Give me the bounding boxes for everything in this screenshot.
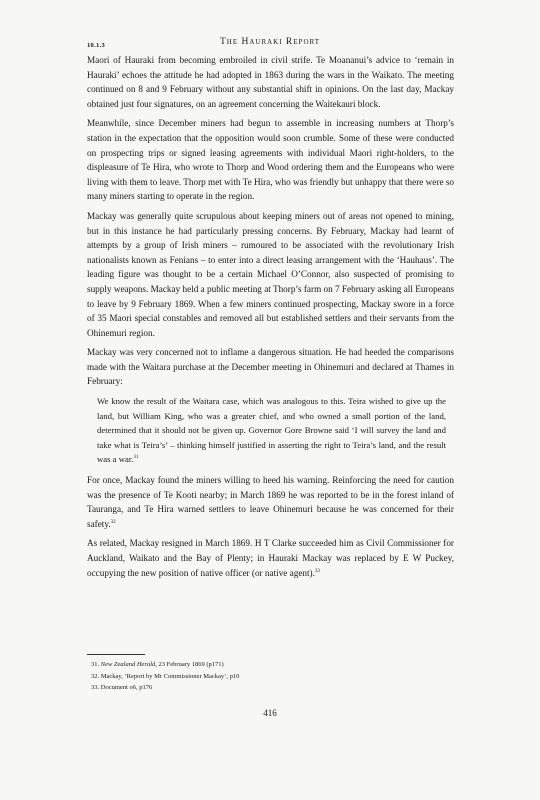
footnote-ref-32: 32 xyxy=(110,519,116,525)
footnote-ref-33: 33 xyxy=(314,568,320,574)
footnotes xyxy=(87,654,454,694)
footnote-31 xyxy=(91,659,454,671)
footnote-text: Mackay, ‘Report by Mr Commissioner Mackay’, p10 xyxy=(100,672,240,680)
footnote-number: 31. xyxy=(91,661,100,668)
footnote-33 xyxy=(91,682,454,694)
body-text xyxy=(87,53,454,585)
paragraph-5-text: For once, Mackay found the miners willing to heed his warning. Reinforcing the need for caution was the presence of Te Kooti nearby; in March 1869 he was reported to be in the forest inland of Tauranga, and Te Hira warned settlers to leave Ohinemuri because he was concerned for their safety. xyxy=(87,475,454,529)
footnote-title: New Zealand Herald xyxy=(100,661,156,668)
page-number: 416 xyxy=(263,708,277,718)
footnote-number: 32. xyxy=(91,672,100,680)
block-quote xyxy=(97,394,446,467)
footnote-32 xyxy=(91,671,454,683)
running-head: The Hauraki Report xyxy=(219,37,321,47)
paragraph-1: Maori of Hauraki from becoming embroiled in civil strife. Te Moananui’s advice to ‘remain in Hauraki’ echoes the attitude he had adopted in 1863 during the wars in the Waikato. The meeting continued on 8 and 9 February without any substantial shift in opinions. On the last day, Mackay obtained just four signatures, on an agreement concerning the Waitekauri block. xyxy=(87,55,454,109)
paragraph-number: 10.1.3 xyxy=(87,42,106,49)
paragraph-6-text: As related, Mackay resigned in March 1869. H T Clarke succeeded him as Civil Commissioner for Auckland, Waikato and the Bay of Plenty; in Hauraki Mackay was replaced by E W Puckey, occupying the new position of native officer (or native agent). xyxy=(87,538,454,578)
paragraph-5 xyxy=(87,473,454,531)
paragraph-2: Meanwhile, since December miners had begun to assemble in increasing numbers at Thorp’s station in the expectation that the opposition would soon crumble. Some of these were conducted on prospecting trips or signed leasing agreements with individual Maori right-holders, to the displeasure of Te Hira, who wrote to Thorp and Wood ordering them and the Europeans who were living with them to leave. Thorp met with Te Hira, who was friendly but unhappy that there were so many miners starting to operate in the region. xyxy=(87,118,454,202)
footnote-text: Document o6, p176 xyxy=(100,684,153,691)
paragraph-6 xyxy=(87,536,454,580)
footnote-ref-31: 31 xyxy=(133,455,139,461)
paragraph-4: Mackay was very concerned not to inflame a dangerous situation. He had heeded the comparisons made with the Waitara purchase at the December meeting in Ohinemuri and declared at Thames in February: xyxy=(87,347,454,387)
footnote-rule xyxy=(87,654,145,655)
block-quote-text: We know the result of the Waitara case, which was analogous to this. Teira wished to give up the land, but William King, who was a greater chief, and who owned a small portion of the land, determined that it should not be given up. Governor Gore Browne said ‘I will survey the land and take what is Teira’s’ – thinking himself justified in asserting the right to Teira’s land, and the result was a war. xyxy=(97,396,446,465)
paragraph-3: Mackay was generally quite scrupulous about keeping miners out of areas not opened to mining, but in this instance he had particularly pressing concerns. By February, Mackay had learnt of attempts by a group of Irish miners – rumoured to be associated with the revolutionary Irish nationalists known as Fenians – to enter into a direct leasing arrangement with the ‘Hauhaus’. The leading figure was thought to be a certain Michael O’Connor, also suspected of promising to supply weapons. Mackay held a public meeting at Thorp’s farm on 7 February asking all Europeans to leave by 9 February 1869. When a few miners continued prospecting, Mackay swore in a force of 35 Maori special constables and removed all but established settlers and their servants from the Ohinemuri region. xyxy=(87,210,454,338)
footnote-text: , 23 February 1869 (p171) xyxy=(155,661,224,668)
footnote-number: 33. xyxy=(91,684,100,691)
